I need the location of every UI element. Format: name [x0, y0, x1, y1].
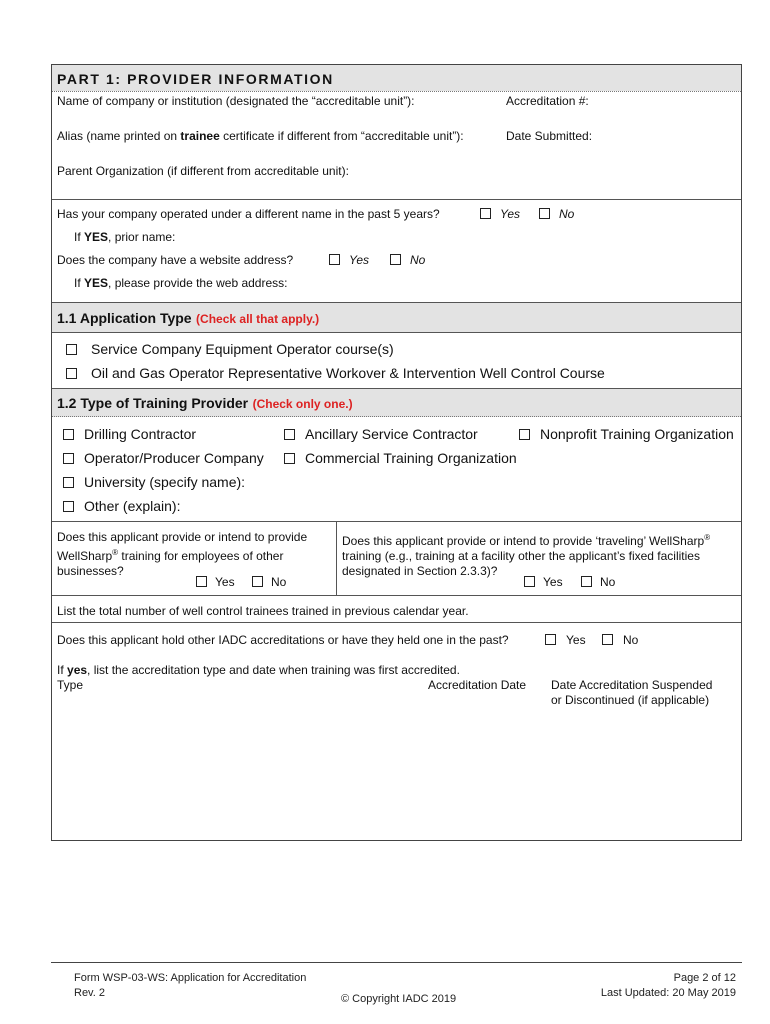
- divider: [52, 91, 741, 92]
- checkbox[interactable]: [480, 208, 491, 219]
- checkbox[interactable]: [524, 576, 535, 587]
- provider-type-title: 1.2 Type of Training Provider (Check only one.): [57, 395, 353, 411]
- checkbox[interactable]: [284, 429, 295, 440]
- alias-label: Alias (name printed on trainee certificate if different from “accreditable unit”):: [57, 129, 464, 143]
- divider: [52, 521, 741, 522]
- app-type-option-service-company[interactable]: Service Company Equipment Operator course(s): [66, 341, 394, 357]
- application-form: [51, 64, 742, 841]
- prior-name-label: If YES, prior name:: [74, 230, 176, 244]
- divider: [52, 595, 741, 596]
- checkbox[interactable]: [581, 576, 592, 587]
- traveling-training-question: Does this applicant provide or intend to provide ‘traveling’ WellSharp® training (e.g., training at a facility other the applicant’s fixed facilities designated in Section 2.3.3)?: [342, 533, 711, 578]
- different-name-question: Has your company operated under a different name in the past 5 years?: [57, 207, 440, 221]
- different-name-no-option[interactable]: No: [539, 207, 574, 221]
- checkbox[interactable]: [390, 254, 401, 265]
- divider: [52, 199, 741, 200]
- date-submitted-label: Date Submitted:: [506, 129, 593, 143]
- divider: [52, 622, 741, 623]
- provider-option-drilling-contractor[interactable]: Drilling Contractor: [63, 426, 196, 442]
- checkbox[interactable]: [63, 429, 74, 440]
- checkbox[interactable]: [66, 368, 77, 379]
- provider-option-commercial-training[interactable]: Commercial Training Organization: [284, 450, 517, 466]
- accreditation-list-instruction: If yes, list the accreditation type and date when training was first accredited.: [57, 663, 460, 677]
- provider-option-university[interactable]: University (specify name):: [63, 474, 245, 490]
- footer-copyright: © Copyright IADC 2019: [341, 993, 457, 1005]
- checkbox[interactable]: [63, 501, 74, 512]
- footer-last-updated: Last Updated: 20 May 2019: [600, 987, 736, 999]
- column-accreditation-date-label: Accreditation Date: [428, 678, 527, 692]
- column-suspended-date-label: Date Accreditation Suspended or Discontinued (if applicable): [551, 678, 713, 707]
- different-name-yes-option[interactable]: Yes: [480, 207, 520, 221]
- footer-form-name: Form WSP-03-WS: Application for Accreditation: [74, 972, 307, 984]
- employee-training-question: Does this applicant provide or intend to provide WellSharp® training for employees of other businesses?: [57, 530, 308, 578]
- application-type-title: 1.1 Application Type (Check all that apply.): [57, 310, 320, 326]
- website-question: Does the company have a website address?: [57, 253, 294, 267]
- checkbox[interactable]: [284, 453, 295, 464]
- checkbox[interactable]: [63, 477, 74, 488]
- traveling-training-yes-option[interactable]: Yes: [524, 575, 563, 589]
- footer-page-number: Page 2 of 12: [673, 972, 736, 984]
- column-type-label: Type: [57, 678, 84, 692]
- divider: [52, 416, 741, 417]
- checkbox[interactable]: [329, 254, 340, 265]
- checkbox[interactable]: [63, 453, 74, 464]
- app-type-option-oil-gas-operator[interactable]: Oil and Gas Operator Representative Workover & Intervention Well Control Course: [66, 365, 605, 381]
- provider-option-ancillary-service[interactable]: Ancillary Service Contractor: [284, 426, 478, 442]
- employee-training-no-option[interactable]: No: [252, 575, 286, 589]
- checkbox[interactable]: [519, 429, 530, 440]
- footer-revision: Rev. 2: [74, 987, 105, 999]
- provider-option-operator-producer[interactable]: Operator/Producer Company: [63, 450, 264, 466]
- footer-rule: [51, 962, 742, 963]
- iadc-accreditation-question: Does this applicant hold other IADC accreditations or have they held one in the past?: [57, 633, 509, 647]
- provider-option-other[interactable]: Other (explain):: [63, 498, 180, 514]
- web-address-label: If YES, please provide the web address:: [74, 276, 288, 290]
- traveling-training-no-option[interactable]: No: [581, 575, 615, 589]
- iadc-no-option[interactable]: No: [602, 633, 638, 647]
- accreditation-number-label: Accreditation #:: [506, 94, 589, 108]
- company-name-label: Name of company or institution (designated the “accreditable unit”):: [57, 94, 415, 108]
- parent-org-label: Parent Organization (if different from accreditable unit):: [57, 164, 349, 178]
- iadc-yes-option[interactable]: Yes: [545, 633, 586, 647]
- website-no-option[interactable]: No: [390, 253, 425, 267]
- provider-option-nonprofit[interactable]: Nonprofit Training Organization: [519, 426, 734, 442]
- checkbox[interactable]: [545, 634, 556, 645]
- employee-training-yes-option[interactable]: Yes: [196, 575, 235, 589]
- checkbox[interactable]: [539, 208, 550, 219]
- part1-title: PART 1: PROVIDER INFORMATION: [57, 71, 334, 87]
- checkbox[interactable]: [66, 344, 77, 355]
- checkbox[interactable]: [252, 576, 263, 587]
- checkbox[interactable]: [602, 634, 613, 645]
- trainees-count-label: List the total number of well control trainees trained in previous calendar year.: [57, 604, 469, 618]
- checkbox[interactable]: [196, 576, 207, 587]
- website-yes-option[interactable]: Yes: [329, 253, 369, 267]
- column-divider: [336, 521, 337, 595]
